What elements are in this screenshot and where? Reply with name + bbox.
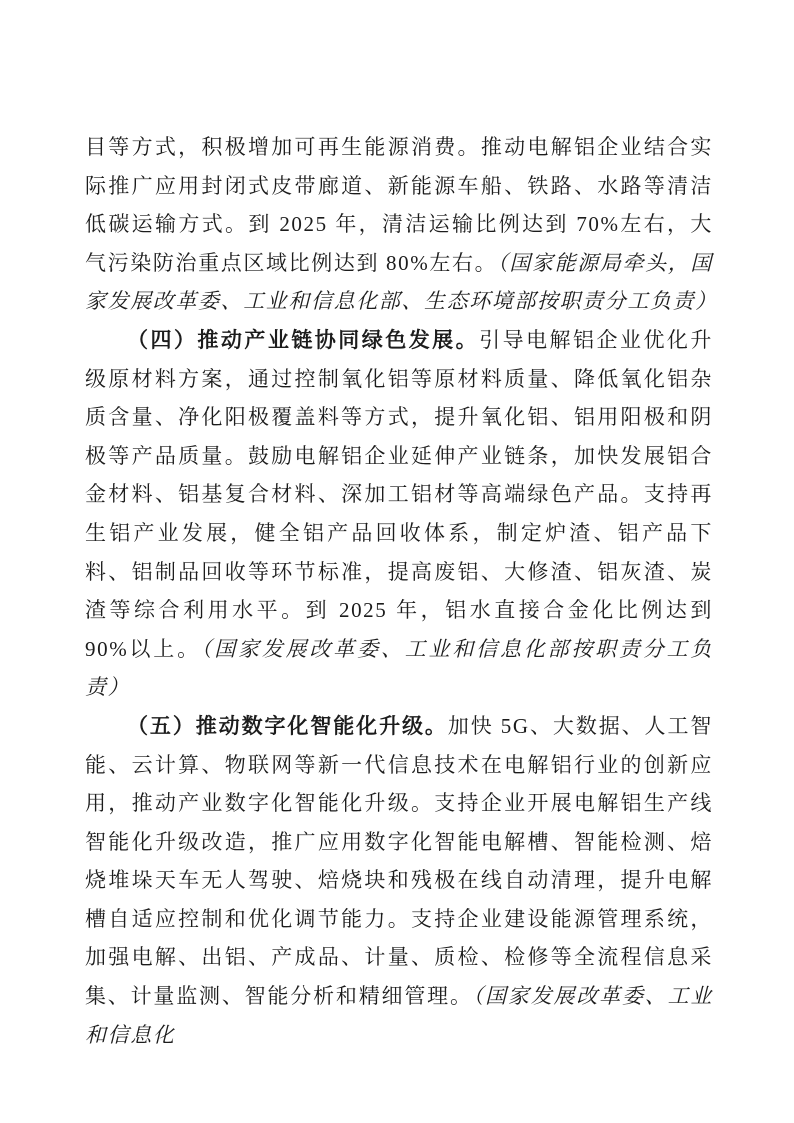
responsibility-note-truncated: （国家发展改革委、工业和信息化 — [85, 984, 713, 1047]
paragraph-item-5-digitalization — [85, 707, 713, 1054]
body-text: 加快 5G、大数据、人工智能、云计算、物联网等新一代信息技术在电解铝行业的创新应用，推动产业数字化智能化升级。支持企业开展电解铝生产线智能化升级改造，推广应用数字化智能电解槽、智能检测、焙烧堆垛天车无人驾驶、焙烧块和残极在线自动清理，提升电解槽自适应控制和优化调节能力。支持企业建设能源管理系统，加强电解、出铝、产成品、计量、质检、检修等全流程信息采集、计量监测、智能分析和精细管理。 — [85, 713, 713, 1009]
body-text: 目等方式，积极增加可再生能源消费。推动电解铝企业结合实际推广应用封闭式皮带廊道、新能源车船、铁路、水路等清洁低碳运输方式。到 2025 年，清洁运输比例达到 70%左右，大气污染防治重点区域比例达到 80%左右。 — [85, 135, 713, 275]
section-heading-5: （五）推动数字化智能化升级。 — [127, 713, 448, 738]
document-text-block — [85, 128, 718, 1054]
responsibility-note: （国家发展改革委、工业和信息化部按职责分工负责） — [85, 636, 714, 700]
paragraph-clean-transport — [85, 128, 718, 321]
section-heading-4: （四）推动产业链协同绿色发展。 — [127, 327, 480, 352]
body-text: 引导电解铝企业优化升级原材料方案，通过控制氧化铝等原材料质量、降低氧化铝杂质含量、净化阳极覆盖料等方式，提升氧化铝、铝用阳极和阴极等产品质量。鼓励电解铝企业延伸产业链条，加快发展铝合金材料、铝基复合材料、深加工铝材等高端绿色产品。支持再生铝产业发展，健全铝产品回收体系，制定炉渣、铝产品下料、铝制品回收等环节标准，提高废铝、大修渣、铝灰渣、炭渣等综合利用水平。到 2025 年，铝水直接合金化比例达到 90%以上。 — [85, 327, 713, 661]
paragraph-item-4-industry-chain — [85, 321, 713, 707]
responsibility-note: （国家能源局牵头，国家发展改革委、工业和信息化部、生态环境部按职责分工负责） — [85, 250, 718, 314]
